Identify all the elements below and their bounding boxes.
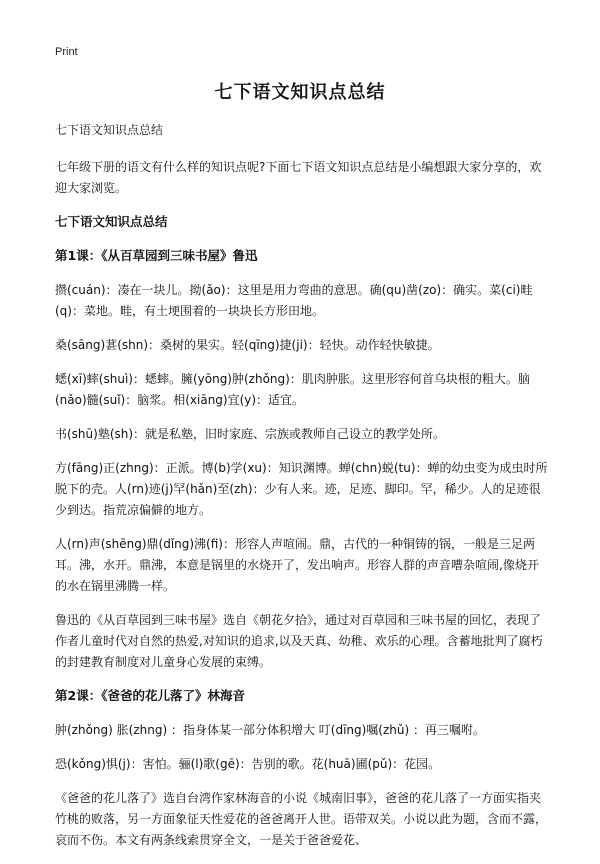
lesson2-paragraph: 《爸爸的花儿落了》选自台湾作家林海音的小说《城南旧事》，爸爸的花儿落了一方面实指夹竹桃的败落，另一方面象征天性爱花的爸爸离开人世。语带双关。小说以此为题，含而不露，哀而不伤。本文有两条线索贯穿全文，一是关于爸爸爱花、 bbox=[55, 791, 548, 847]
print-label: Print bbox=[55, 46, 78, 58]
page-title: 七下语文知识点总结 bbox=[214, 82, 386, 103]
lesson1-paragraph: 书(shū)塾(sh)：就是私塾，旧时家庭、宗族或教师自己设立的教学处所。 bbox=[55, 427, 446, 441]
lesson2-paragraph: 恐(kǒng)惧(j)：害怕。骊(l)歌(gē)：告别的歌。花(huā)圃(pǔ)：花园。 bbox=[55, 757, 441, 771]
subtitle: 七下语文知识点总结 bbox=[55, 123, 164, 137]
lesson1-paragraph: 人(rn)声(shēng)鼎(dǐng)沸(fi)：形容人声喧闹。鼎，古代的一种铜铸的锅，一般是三足两耳。沸，水开。鼎沸，本意是锅里的水烧开了，发出响声。形容人群的声音嘈杂喧闹,像烧开的水在锅里沸腾一样。 bbox=[55, 537, 539, 593]
lesson2-paragraph: 肿(zhǒng) 胀(zhng) ：指身体某一部分体积增大 叮(dīng)嘱(zhǔ) ：再三嘱咐。 bbox=[55, 723, 485, 737]
lesson1-paragraph: 攒(cuán)：凑在一块儿。拗(ǎo)：这里是用力弯曲的意思。确(qu)凿(zo)：确实。菜(ci)畦(q)：菜地。畦，有土埂围着的一块块长方形田地。 bbox=[55, 283, 533, 318]
intro-paragraph: 七年级下册的语文有什么样的知识点呢?下面七下语文知识点总结是小编想跟大家分享的，欢迎大家浏览。 bbox=[55, 160, 542, 195]
lesson2-heading: 第2课：《爸爸的花儿落了》林海音 bbox=[55, 688, 245, 703]
lesson1-paragraph: 蟋(xī)蟀(shuì)：蟋蟀。臃(yōng)肿(zhǒng)：肌肉肿胀。这里形容何首乌块根的粗大。脑(nǎo)髓(suǐ)：脑浆。相(xiāng)宜(y)：适宜。 bbox=[55, 372, 530, 407]
section-heading: 七下语文知识点总结 bbox=[55, 214, 168, 229]
lesson1-paragraph: 方(fāng)正(zhng)：正派。博(b)学(xu)：知识渊博。蝉(chn)蜕(tu)：蝉的幼虫变为成虫时所脱下的壳。人(rn)迹(j)罕(hǎn)至(zh)：少有人来。迹，足迹、脚印。罕，稀少。人的足迹很少到达。指荒凉偏僻的地方。 bbox=[55, 461, 548, 517]
lesson1-paragraph: 鲁迅的《从百草园到三味书屋》选自《朝花夕拾》，通过对百草园和三味书屋的回忆，表现了作者儿童时代对自然的热爱,对知识的追求,以及天真、幼稚、欢乐的心理。含蓄地批判了腐朽的封建教育制度对儿童身心发展的束缚。 bbox=[55, 613, 543, 669]
lesson1-heading: 第1课：《从百草园到三味书屋》鲁迅 bbox=[55, 248, 258, 263]
lesson1-paragraph: 桑(sāng)葚(shn)：桑树的果实。轻(qīng)捷(ji)：轻快。动作轻快敏捷。 bbox=[55, 338, 440, 352]
document-body bbox=[55, 120, 550, 864]
